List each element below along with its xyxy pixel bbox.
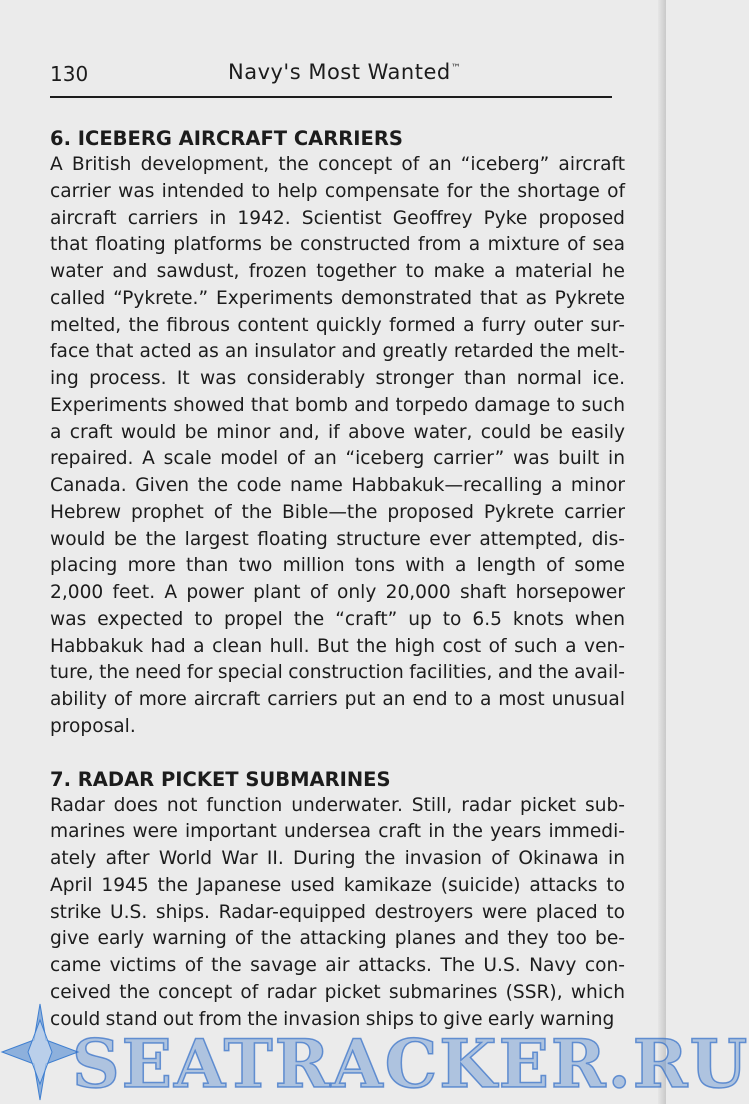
section-body: A British development, the concept of an “iceberg” aircraft carrier was intended to help compensate for the shortage of aircraft carriers in 1942. Scientist Geoffrey Pyke proposed that floating platforms be constructed from a mixture of sea water and sawdust, frozen together to make a material he called “Pykrete.” Experiments demonstrated that as Pykrete melted, the fibrous content quickly formed a furry outer sur-face that acted as an insulator and greatly retarded the melt-ing process. It was considerably stronger than normal ice. Experiments showed that bomb and torpedo damage to such a craft would be minor and, if above water, could be easily repaired. A scale model of an “iceberg carrier” was built in Canada. Given the code name Habbakuk—recalling a minor Hebrew prophet of the Bible—the proposed Pykrete carrier would be the largest floating structure ever attempted, dis-placing more than two million tons with a length of some 2,000 feet. A power plant of only 20,000 shaft horsepower was expected to propel the “craft” up to 6.5 knots when Habbakuk had a clean hull. But the high cost of such a ven-ture, the need for special construction facilities, and the avail-ability of more aircraft carriers put an end to a most unusual proposal.	[50, 154, 625, 737]
section-number: 6.	[50, 127, 71, 150]
running-header	[50, 60, 610, 90]
page-edge-shadow	[658, 0, 666, 1104]
section-iceberg-aircraft-carriers	[50, 126, 625, 741]
trademark-symbol: ™	[450, 63, 462, 74]
section-body: Radar does not function underwater. Still, radar picket sub-marines were important undersea craft in the years immedi-ately after World War II. During the invasion of Okinawa in April 1945 the Japanese used kamikaze (suicide) attacks to strike U.S. ships. Radar-equipped destroyers were placed to give early warning of the attacking planes and they too be-came victims of the savage air attacks. The U.S. Navy con-ceived the concept of radar picket submarines (SSR), which could stand out from the invasion ships to give early warning	[50, 794, 625, 1030]
section-heading	[50, 126, 625, 152]
section-number: 7.	[50, 767, 71, 791]
watermark-star-icon	[0, 1000, 80, 1104]
section-heading	[50, 767, 625, 793]
header-rule	[50, 96, 612, 98]
book-title	[228, 60, 461, 84]
watermark-text: SEATRACKER.RU	[72, 1025, 749, 1103]
page-content	[50, 126, 625, 1033]
section-title: RADAR PICKET SUBMARINES	[77, 767, 391, 791]
page-number: 130	[50, 62, 89, 86]
section-radar-picket-submarines	[50, 767, 625, 1034]
book-title-text: Navy's Most Wanted	[228, 60, 451, 84]
section-title: ICEBERG AIRCRAFT CARRIERS	[77, 127, 403, 150]
